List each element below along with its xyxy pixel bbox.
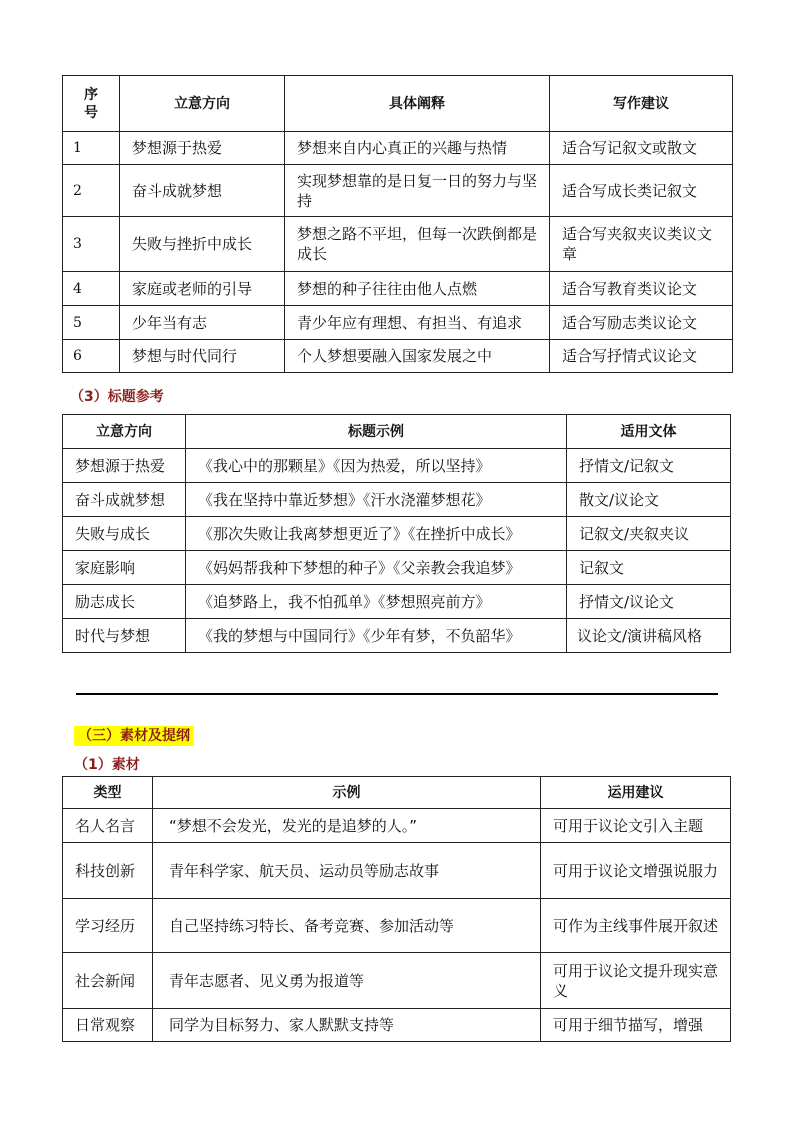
table-cell: 学习经历 bbox=[63, 899, 153, 953]
header-cell: 立意方向 bbox=[120, 76, 285, 132]
table-cell: 可用于议论文增强说服力 bbox=[541, 843, 731, 899]
table-cell: 梦想来自内心真正的兴趣与热情 bbox=[285, 132, 550, 165]
table-row bbox=[63, 272, 733, 306]
table-cell: 抒情文/议论文 bbox=[567, 585, 731, 619]
table-cell: 青年科学家、航天员、运动员等励志故事 bbox=[153, 843, 541, 899]
table-cell: 日常观察 bbox=[63, 1009, 153, 1042]
table-cell: 适合写教育类议论文 bbox=[550, 272, 733, 306]
section-divider bbox=[76, 693, 718, 695]
table-cell: 奋斗成就梦想 bbox=[63, 483, 186, 517]
header-cell: 具体阐释 bbox=[285, 76, 550, 132]
table-cell: 科技创新 bbox=[63, 843, 153, 899]
header-cell: 序 号 bbox=[63, 76, 120, 132]
table-cell: 5 bbox=[63, 306, 120, 340]
table-cell: 可作为主线事件展开叙述 bbox=[541, 899, 731, 953]
table-cell: 可用于细节描写，增强 bbox=[541, 1009, 731, 1042]
table-cell: 4 bbox=[63, 272, 120, 306]
table-cell: 记叙文/夹叙夹议 bbox=[567, 517, 731, 551]
table-cell: 同学为目标努力、家人默默支持等 bbox=[153, 1009, 541, 1042]
table-cell: 家庭或老师的引导 bbox=[120, 272, 285, 306]
table-cell: 失败与成长 bbox=[63, 517, 186, 551]
table-cell: 梦想源于热爱 bbox=[63, 449, 186, 483]
table-cell: 梦想与时代同行 bbox=[120, 340, 285, 373]
table-cell: 适合写抒情式议论文 bbox=[550, 340, 733, 373]
table-cell: 《我在坚持中靠近梦想》《汗水浇灌梦想花》 bbox=[186, 483, 567, 517]
table-cell: 青少年应有理想、有担当、有追求 bbox=[285, 306, 550, 340]
table-row bbox=[63, 899, 731, 953]
table-cell: 适合写励志类议论文 bbox=[550, 306, 733, 340]
table-cell: 抒情文/记叙文 bbox=[567, 449, 731, 483]
table-cell: “梦想不会发光，发光的是追梦的人。” bbox=[153, 809, 541, 843]
table-cell: 适合写记叙文或散文 bbox=[550, 132, 733, 165]
table-row bbox=[63, 585, 731, 619]
table-row bbox=[63, 165, 733, 217]
table-cell: 梦想源于热爱 bbox=[120, 132, 285, 165]
header-cell: 示例 bbox=[153, 777, 541, 809]
table-cell: 2 bbox=[63, 165, 120, 217]
table-row bbox=[63, 953, 731, 1009]
table-header-row bbox=[63, 777, 731, 809]
table-row bbox=[63, 517, 731, 551]
table-cell: 适合写成长类记叙文 bbox=[550, 165, 733, 217]
table-cell: 《那次失败让我离梦想更近了》《在挫折中成长》 bbox=[186, 517, 567, 551]
table-cell: 梦想之路不平坦，但每一次跌倒都是成长 bbox=[285, 217, 550, 272]
table-cell: 实现梦想靠的是日复一日的努力与坚持 bbox=[285, 165, 550, 217]
table-cell: 3 bbox=[63, 217, 120, 272]
table-row bbox=[63, 217, 733, 272]
table-cell: 社会新闻 bbox=[63, 953, 153, 1009]
table-cell: 自己坚持练习特长、备考竞赛、参加活动等 bbox=[153, 899, 541, 953]
table-topics bbox=[62, 75, 733, 373]
table-cell: 《妈妈帮我种下梦想的种子》《父亲教会我追梦》 bbox=[186, 551, 567, 585]
table-cell: 励志成长 bbox=[63, 585, 186, 619]
table-cell: 适合写夹叙夹议类议文章 bbox=[550, 217, 733, 272]
table-cell: 记叙文 bbox=[567, 551, 731, 585]
highlighted-heading-text: （三）素材及提纲 bbox=[74, 726, 194, 746]
table-cell: 1 bbox=[63, 132, 120, 165]
table-row bbox=[63, 306, 733, 340]
table-row bbox=[63, 619, 731, 653]
table-cell: 可用于议论文引入主题 bbox=[541, 809, 731, 843]
table-row bbox=[63, 340, 733, 373]
header-cell: 标题示例 bbox=[186, 415, 567, 449]
table-row bbox=[63, 449, 731, 483]
table-header-row bbox=[63, 76, 733, 132]
table-row bbox=[63, 843, 731, 899]
table-cell: 家庭影响 bbox=[63, 551, 186, 585]
table-cell: 奋斗成就梦想 bbox=[120, 165, 285, 217]
table-titles bbox=[62, 414, 731, 653]
header-cell: 写作建议 bbox=[550, 76, 733, 132]
table-cell: 散文/议论文 bbox=[567, 483, 731, 517]
header-cell: 立意方向 bbox=[63, 415, 186, 449]
header-cell: 适用文体 bbox=[567, 415, 731, 449]
section-heading-material: （1）素材 bbox=[74, 757, 140, 773]
table-header-row bbox=[63, 415, 731, 449]
table-cell: 少年当有志 bbox=[120, 306, 285, 340]
table-cell: 议论文/演讲稿风格 bbox=[567, 619, 731, 653]
header-cell: 类型 bbox=[63, 777, 153, 809]
table-row bbox=[63, 809, 731, 843]
table-row bbox=[63, 132, 733, 165]
table-cell: 青年志愿者、见义勇为报道等 bbox=[153, 953, 541, 1009]
section-heading-titles: （3）标题参考 bbox=[70, 389, 164, 405]
table-cell: 6 bbox=[63, 340, 120, 373]
header-cell: 运用建议 bbox=[541, 777, 731, 809]
table-cell: 个人梦想要融入国家发展之中 bbox=[285, 340, 550, 373]
table-cell: 名人名言 bbox=[63, 809, 153, 843]
section-heading-materials-outline bbox=[74, 725, 194, 745]
table-cell: 时代与梦想 bbox=[63, 619, 186, 653]
table-cell: 《追梦路上，我不怕孤单》《梦想照亮前方》 bbox=[186, 585, 567, 619]
table-row bbox=[63, 1009, 731, 1042]
table-cell: 《我心中的那颗星》《因为热爱，所以坚持》 bbox=[186, 449, 567, 483]
table-materials bbox=[62, 776, 731, 1042]
table-cell: 《我的梦想与中国同行》《少年有梦，不负韶华》 bbox=[186, 619, 567, 653]
table-row bbox=[63, 483, 731, 517]
table-cell: 梦想的种子往往由他人点燃 bbox=[285, 272, 550, 306]
table-cell: 可用于议论文提升现实意义 bbox=[541, 953, 731, 1009]
table-row bbox=[63, 551, 731, 585]
table-cell: 失败与挫折中成长 bbox=[120, 217, 285, 272]
